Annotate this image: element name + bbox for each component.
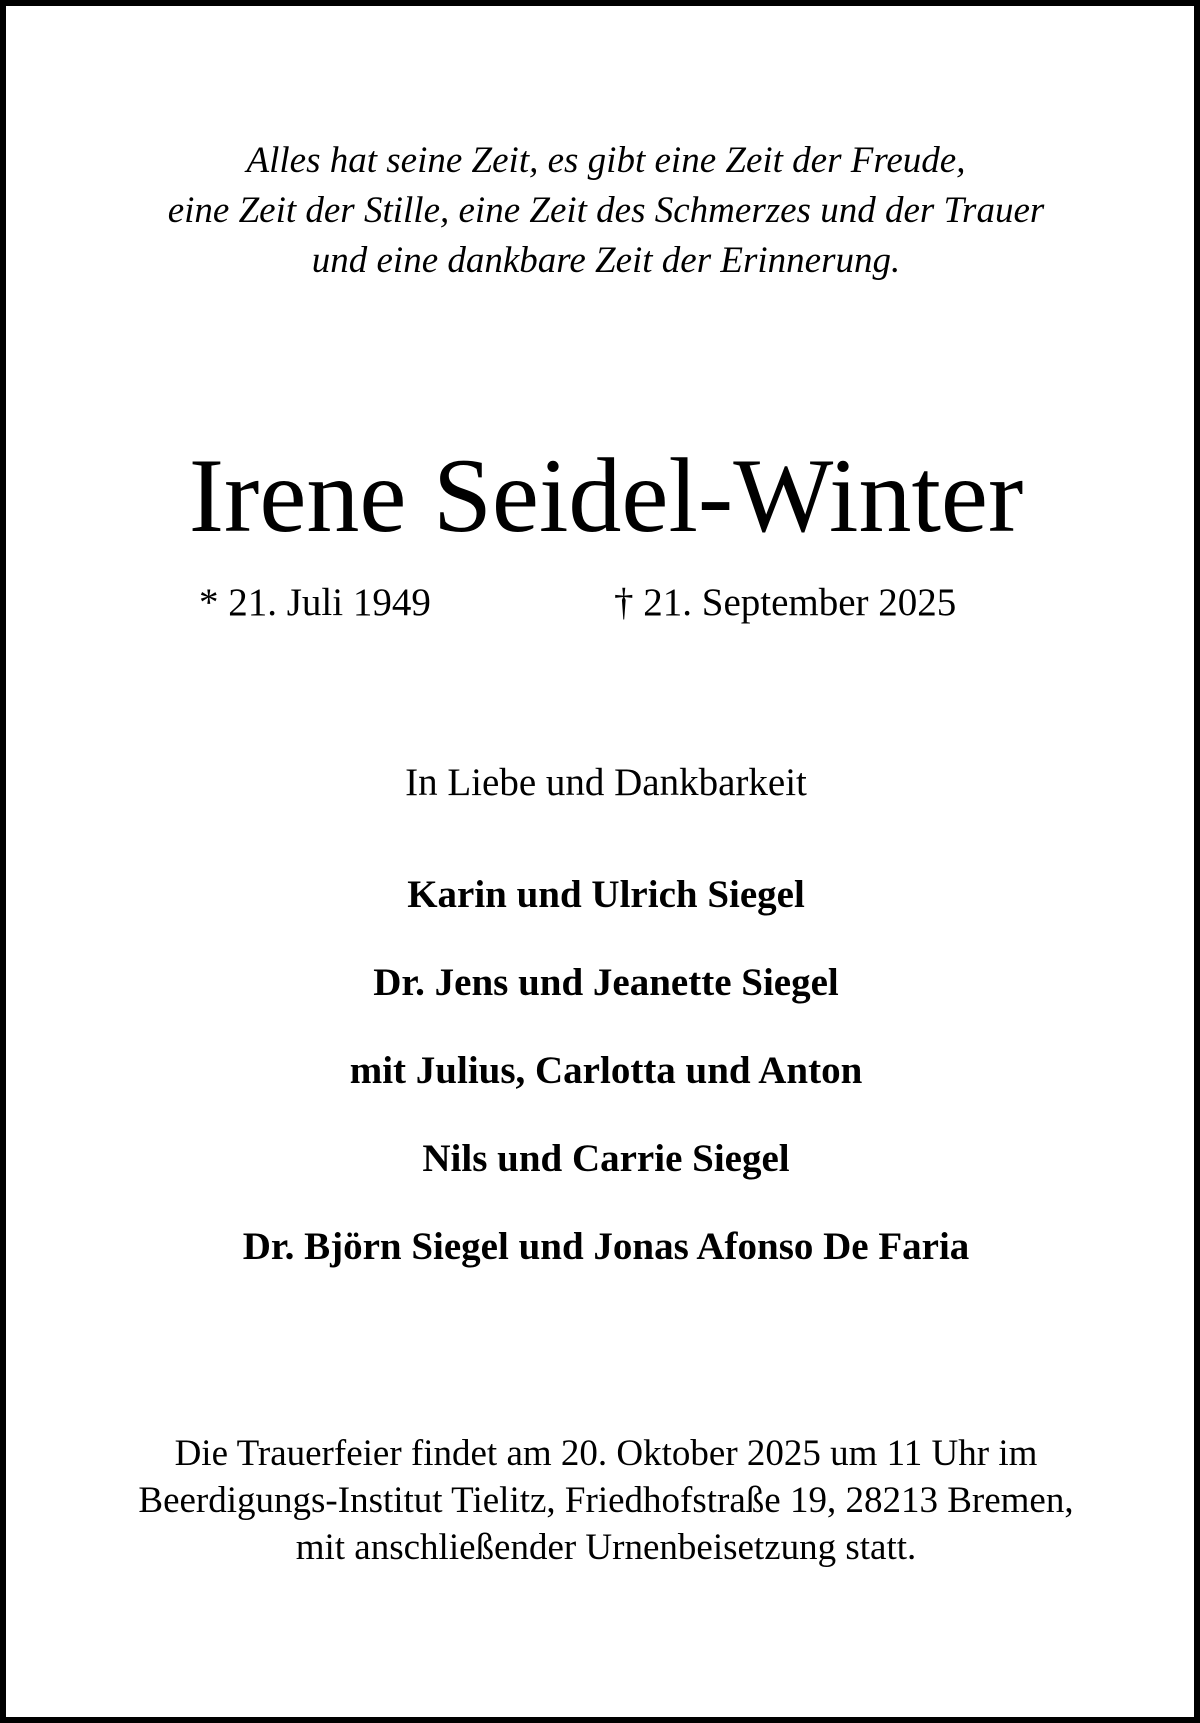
mourners-list	[6, 870, 1200, 1310]
birth-date: * 21. Juli 1949	[199, 581, 431, 624]
deceased-name: Irene Seidel-Winter	[188, 437, 1024, 554]
service-line: Die Trauerfeier findet am 20. Oktober 2025 um 11 Uhr im	[174, 1433, 1038, 1474]
mourner-entry: Nils und Carrie Siegel	[422, 1137, 790, 1180]
motto-line: und eine dankbare Zeit der Erinnerung.	[311, 240, 901, 281]
service-line: Beerdigungs-Institut Tielitz, Friedhofstraße 19, 28213 Bremen,	[138, 1480, 1074, 1521]
mourner-entry: Dr. Björn Siegel und Jonas Afonso De Faria	[242, 1225, 970, 1268]
funeral-service-info	[6, 1430, 1200, 1571]
service-line: mit anschließender Urnenbeisetzung statt.	[295, 1527, 917, 1568]
mourner-entry: mit Julius, Carlotta und Anton	[349, 1049, 863, 1092]
dedication-text: In Liebe und Dankbarkeit	[405, 761, 807, 804]
motto-line: Alles hat seine Zeit, es gibt eine Zeit der Freude,	[246, 140, 966, 181]
motto-line: eine Zeit der Stille, eine Zeit des Schmerzes und der Trauer	[167, 190, 1045, 231]
mourner-entry: Karin und Ulrich Siegel	[407, 873, 805, 916]
mourner-entry: Dr. Jens und Jeanette Siegel	[373, 961, 839, 1004]
motto-quote	[6, 136, 1200, 286]
death-date: † 21. September 2025	[614, 581, 957, 624]
